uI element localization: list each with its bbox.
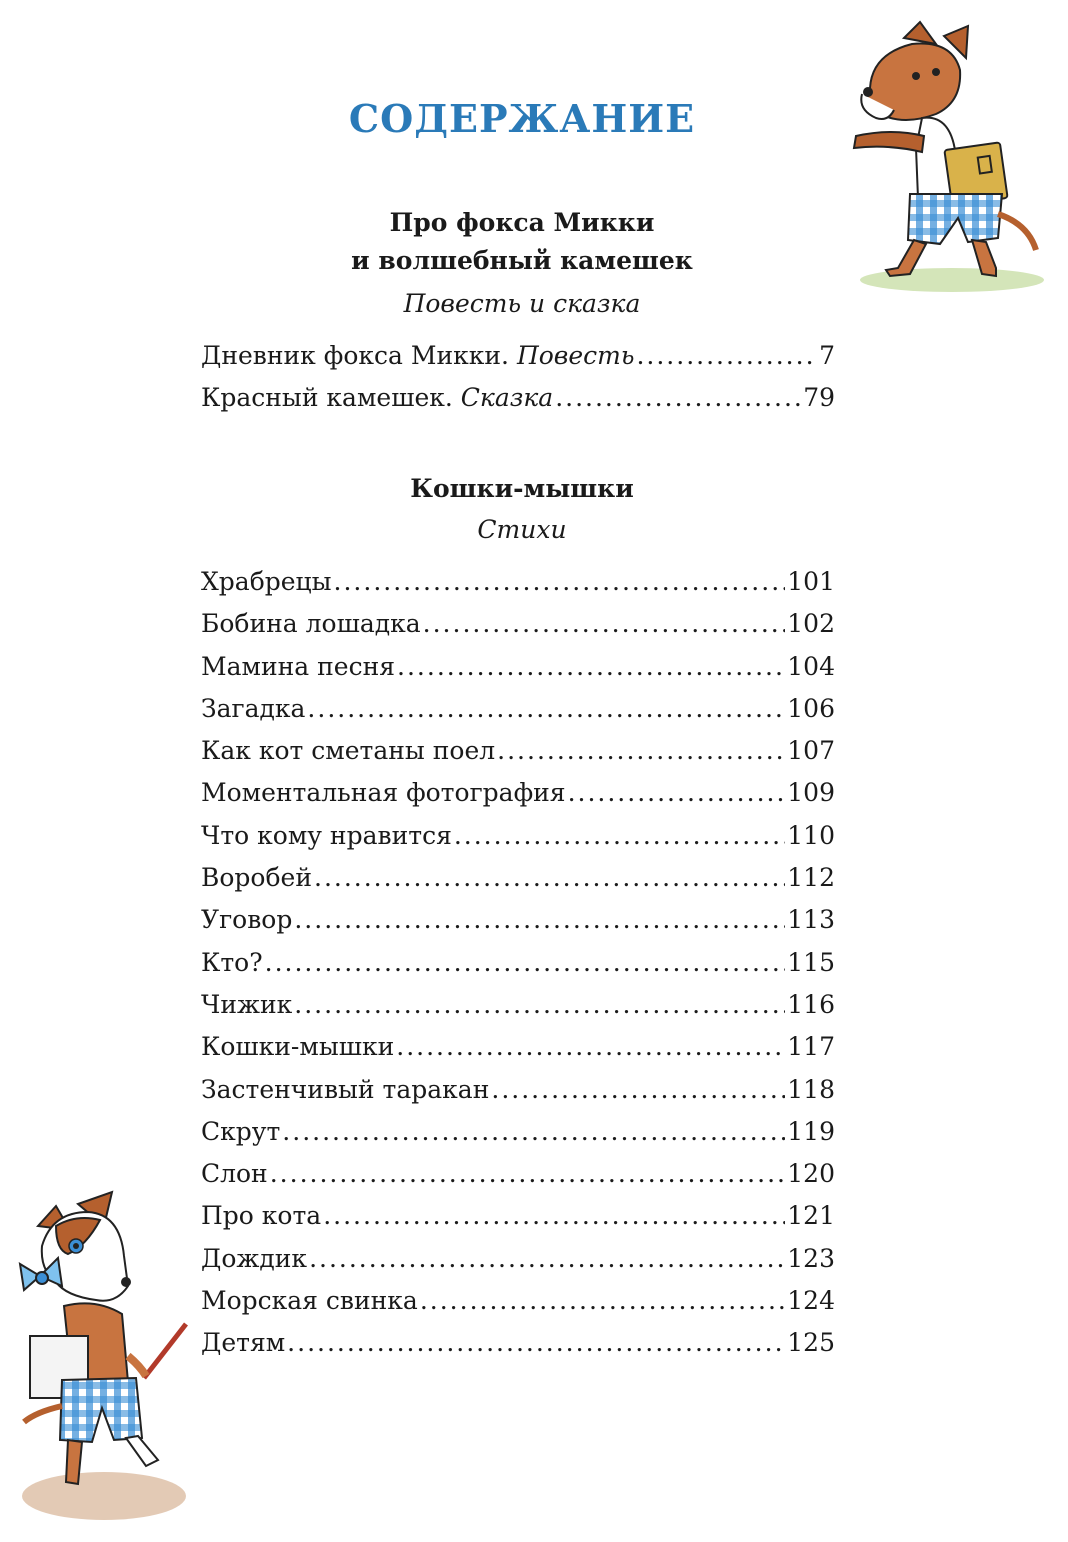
toc-entry-page: 113 xyxy=(787,905,835,935)
leader-dots xyxy=(454,821,785,850)
toc-entry-page: 123 xyxy=(787,1243,835,1273)
leader-dots xyxy=(309,1244,785,1273)
toc-entry-title: Моментальная фотография xyxy=(201,778,566,808)
toc-entry-page: 124 xyxy=(787,1286,835,1316)
leader-dots xyxy=(282,1117,785,1146)
toc-entry-title: Про кота xyxy=(201,1201,322,1231)
leader-dots xyxy=(323,1201,785,1230)
toc-entry xyxy=(201,821,835,863)
toc-entry-title-text: Дневник фокса Микки. xyxy=(201,341,509,370)
toc-entry-title: Слон xyxy=(201,1159,268,1189)
toc-entry-genre: Повесть xyxy=(516,341,635,370)
toc-entry-title: Кошки-мышки xyxy=(201,1032,395,1062)
leader-dots xyxy=(294,905,785,934)
toc-entry-title: Воробей xyxy=(201,863,312,893)
toc-entry-title: Кто? xyxy=(201,947,263,977)
toc-entry xyxy=(201,609,835,651)
toc-entry-title: Детям xyxy=(201,1328,286,1358)
toc-entry-title: Бобина лошадка xyxy=(201,609,421,639)
toc-entry-page: 125 xyxy=(787,1328,835,1358)
toc-entry-genre: Сказка xyxy=(460,383,554,413)
toc-entry xyxy=(201,652,835,694)
toc-entry-page: 120 xyxy=(787,1159,835,1189)
toc-entry-page: 7 xyxy=(819,341,835,370)
toc-entry-title: Мамина песня xyxy=(201,651,396,681)
toc-entry-page: 117 xyxy=(787,1032,835,1062)
toc-entry-page: 116 xyxy=(787,989,835,1019)
toc-entry-page: 102 xyxy=(787,609,835,639)
leader-dots xyxy=(568,778,786,807)
toc-entry xyxy=(201,1286,835,1328)
toc-entry-page: 106 xyxy=(787,693,835,723)
leader-dots xyxy=(314,863,785,892)
toc-entry xyxy=(201,341,835,383)
toc-entry-title: Чижик xyxy=(201,989,293,1019)
leader-dots xyxy=(287,1328,785,1357)
leader-dots xyxy=(294,990,785,1019)
toc-entry-title-text: Красный камешек. xyxy=(201,383,453,413)
leader-dots xyxy=(397,652,785,681)
toc-entry-page: 104 xyxy=(787,651,835,681)
toc-entry xyxy=(201,1328,835,1370)
toc-entry xyxy=(201,1032,835,1074)
toc-entry-page: 115 xyxy=(787,947,835,977)
toc-entry-title xyxy=(201,383,553,412)
leader-dots xyxy=(420,1286,785,1315)
toc-entry xyxy=(201,778,835,820)
part-2-subtitle: Стихи xyxy=(477,515,567,544)
toc-entry-title: Застенчивый таракан xyxy=(201,1074,490,1104)
toc-entry-title: Уговор xyxy=(201,905,293,935)
page-title: СОДЕРЖАНИЕ xyxy=(348,96,696,141)
leader-dots xyxy=(497,736,785,765)
toc-entry xyxy=(201,694,835,736)
toc-entry-title: Дождик xyxy=(201,1243,308,1273)
toc-entry xyxy=(201,1117,835,1159)
toc-entry-page: 110 xyxy=(787,820,835,850)
toc-entry-title xyxy=(201,341,634,370)
leader-dots xyxy=(423,609,786,638)
toc-entry xyxy=(201,863,835,905)
leader-dots xyxy=(334,567,786,596)
part-1-title-line-2: и волшебный камешек xyxy=(351,246,693,275)
toc-entry xyxy=(201,1244,835,1286)
toc-entry-page: 79 xyxy=(803,383,835,413)
toc-entry-title: Как кот сметаны поел xyxy=(201,736,496,766)
toc-entry-page: 118 xyxy=(787,1074,835,1104)
toc-entry xyxy=(201,1075,835,1117)
toc-entry-title: Что кому нравится xyxy=(201,820,452,850)
toc-entry xyxy=(201,905,835,947)
toc-entry xyxy=(201,990,835,1032)
part-1-title xyxy=(0,204,1044,280)
toc-entry xyxy=(201,1159,835,1201)
toc-entry xyxy=(201,948,835,990)
part-2-toc-list xyxy=(201,567,835,1371)
part-1-title-line-1: Про фокса Микки xyxy=(389,208,655,237)
toc-entry xyxy=(201,1201,835,1243)
leader-dots xyxy=(265,948,786,977)
toc-entry xyxy=(201,736,835,778)
leader-dots xyxy=(491,1075,785,1104)
leader-dots xyxy=(307,694,785,723)
part-1-subtitle: Повесть и сказка xyxy=(403,289,641,318)
toc-entry-page: 112 xyxy=(787,863,835,893)
toc-entry-title: Морская свинка xyxy=(201,1286,418,1316)
toc-entry xyxy=(201,567,835,609)
toc-entry-page: 107 xyxy=(787,736,835,766)
part-2-title: Кошки-мышки xyxy=(410,474,634,503)
part-1-toc-list xyxy=(201,341,835,426)
toc-entry-page: 101 xyxy=(787,567,835,596)
fox-terrier-with-bow-and-pencil-illustration xyxy=(16,1186,192,1526)
toc-entry-page: 109 xyxy=(787,778,835,808)
leader-dots xyxy=(636,341,817,370)
toc-entry-page: 121 xyxy=(787,1201,835,1231)
leader-dots xyxy=(396,1032,785,1061)
toc-entry-title: Храбрецы xyxy=(201,567,332,596)
toc-entry-title: Загадка xyxy=(201,693,306,723)
toc-entry-title: Скрут xyxy=(201,1116,281,1146)
toc-entry-page: 119 xyxy=(787,1116,835,1146)
toc-entry xyxy=(201,383,835,425)
leader-dots xyxy=(270,1159,786,1188)
leader-dots xyxy=(555,383,801,412)
